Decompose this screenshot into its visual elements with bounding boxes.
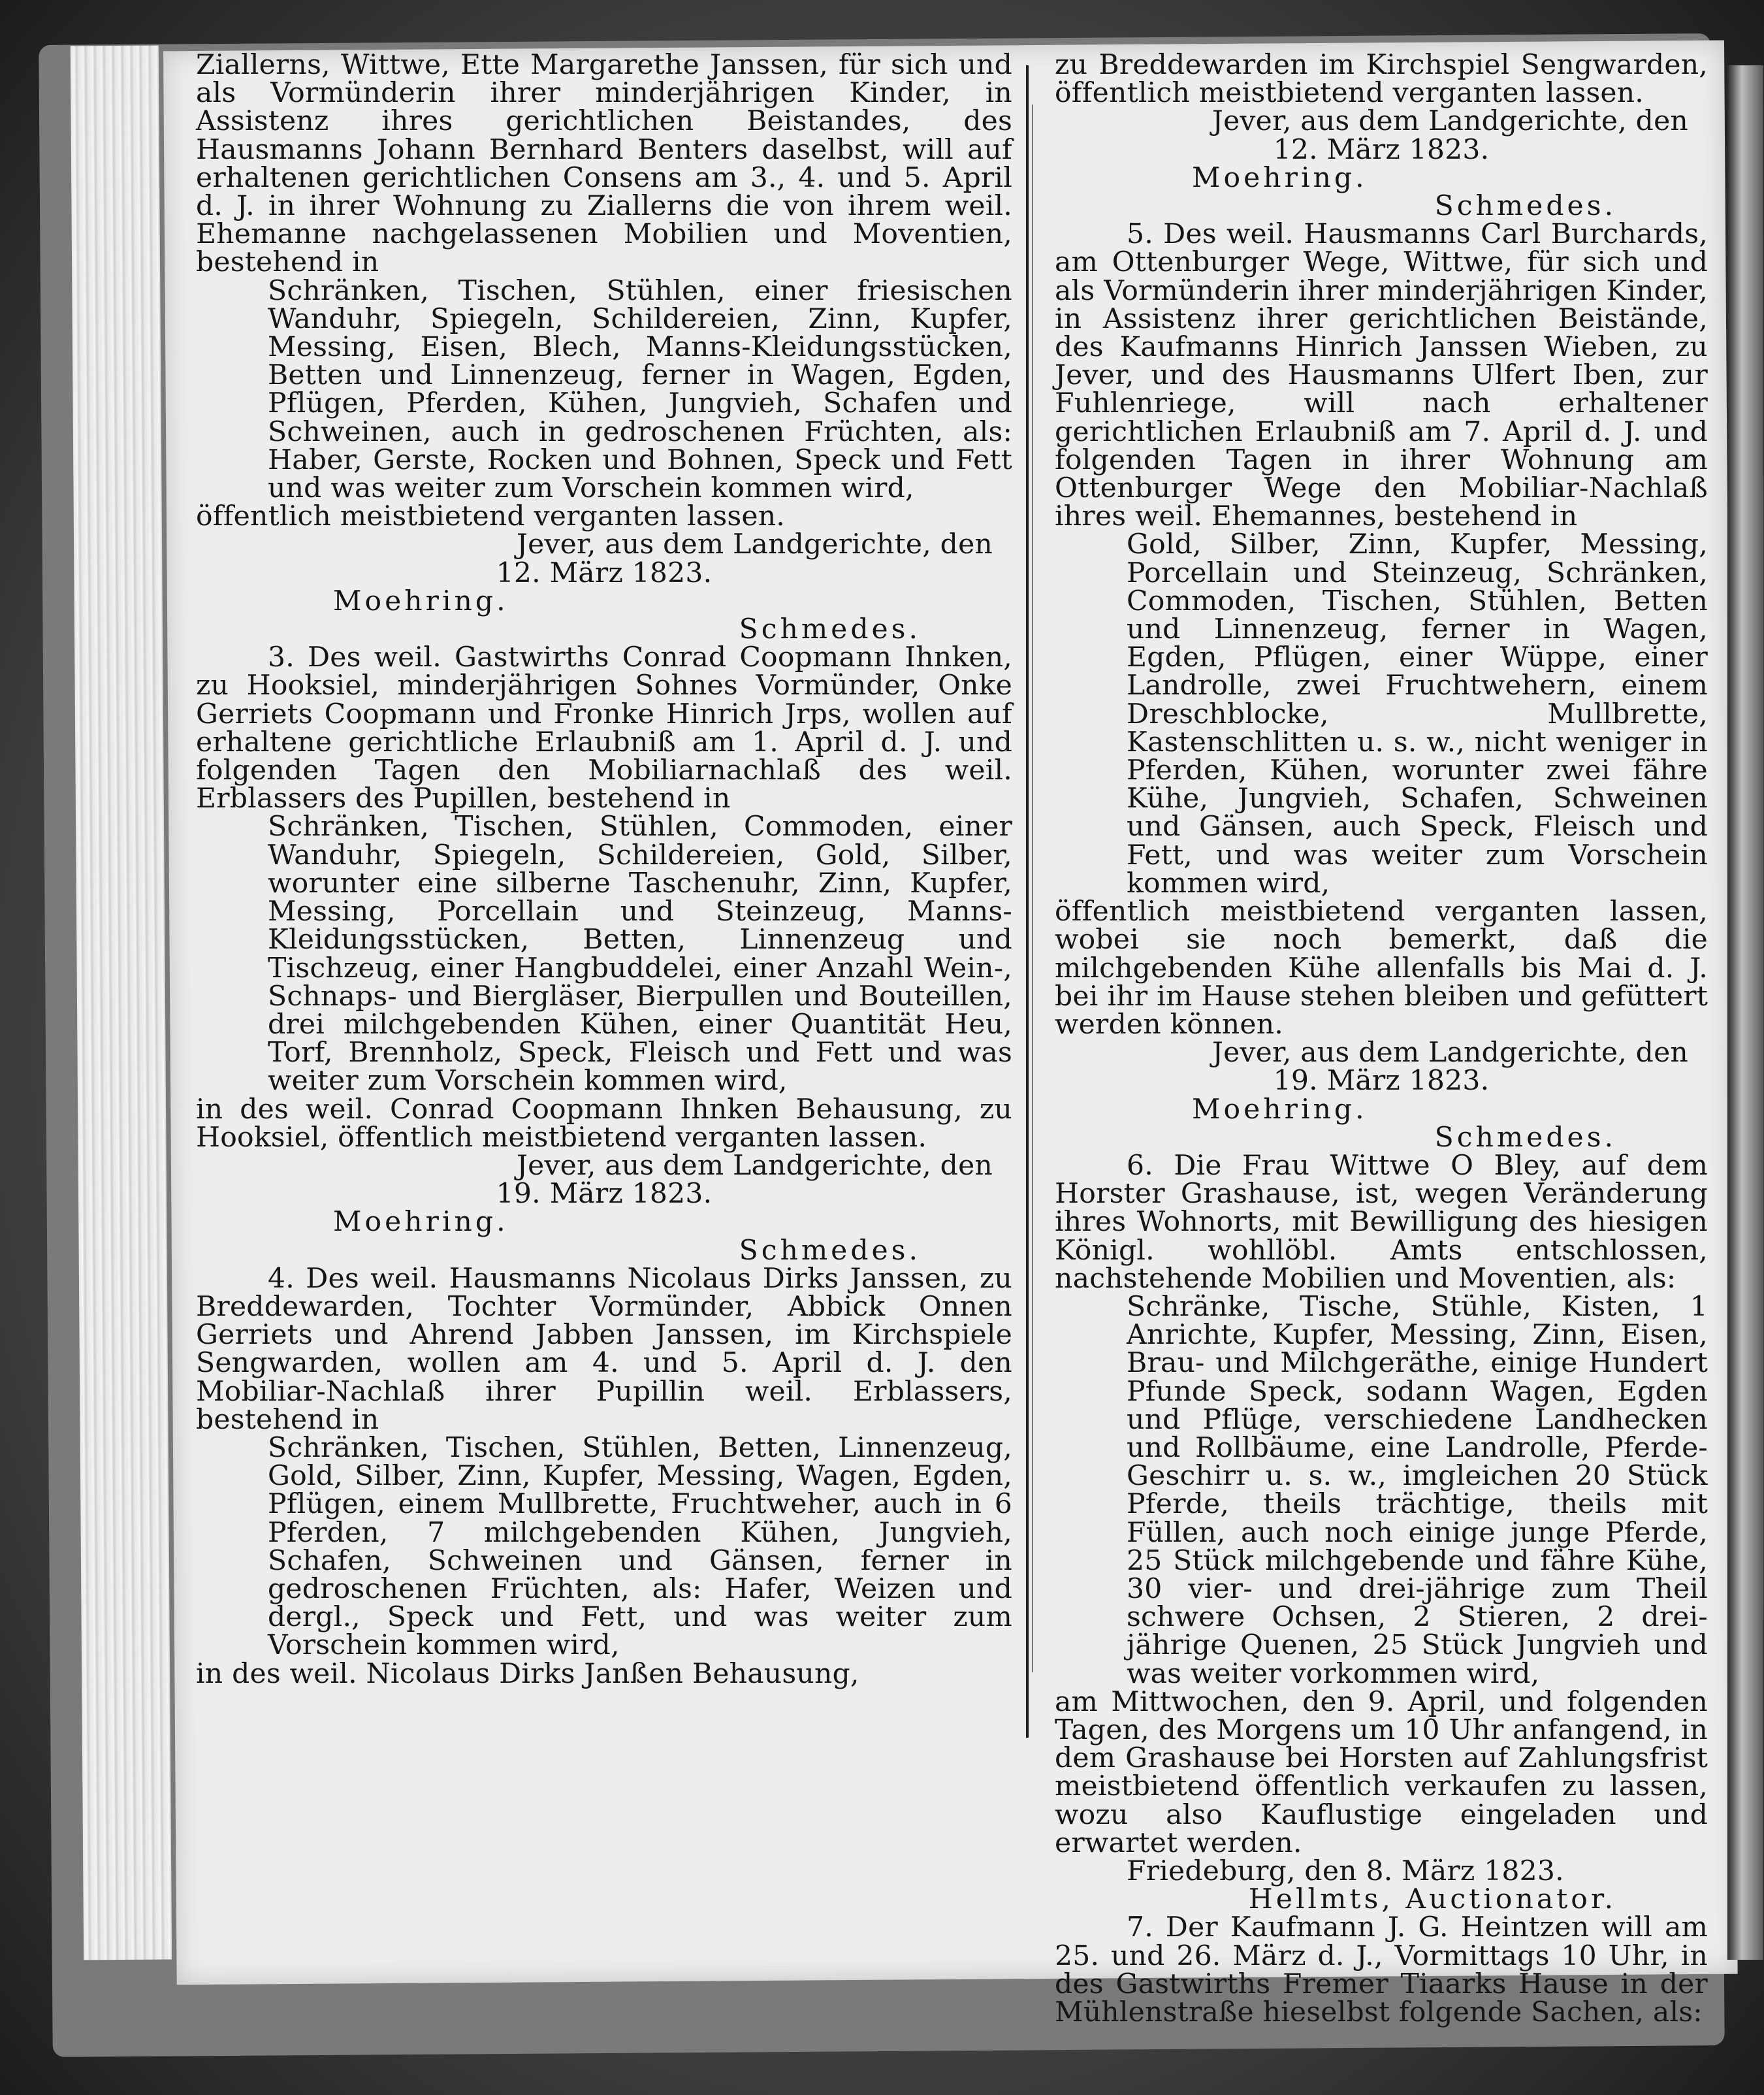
left-column <box>196 51 1012 1688</box>
right-column <box>1055 49 1708 2029</box>
right-column-paragraph: 12. März 1823. <box>1273 133 1490 166</box>
left-column-paragraph: Moehring. <box>333 1206 509 1239</box>
left-column-paragraph: Schmedes. <box>739 1234 921 1267</box>
left-column-paragraph: Schmedes. <box>739 613 921 646</box>
left-column-paragraph: Ziallerns, Wittwe, Ette Margarethe Janssen, für sich und als Vormünderin ihrer minderjährigen Kinder, in Assistenz ihres gerichtlichen Beistandes, des Hausmanns Johann Bernhard Benters daselbst, will auf erhaltenen gerichtlichen Consens am 3., 4. und 5. April d. J. in ihrer Wohnung zu Ziallerns die von ihrem weil. Ehemanne nachgelassenen Mobilien und Moventien, bestehend in <box>196 49 1012 279</box>
left-column-paragraph: 3. Des weil. Gastwirths Conrad Coopmann Ihnken, zu Hooksiel, minderjährigen Sohnes Vormünder, Onke Gerriets Coopmann und Fronke Hinrich Jrps, wollen auf erhaltene gerichtliche Erlaubniß am 1. April d. J. und folgenden Tagen den Mobiliarnachlaß des weil. Erblassers des Pupillen, bestehend in <box>196 641 1012 815</box>
right-page-edge <box>1727 65 1763 1960</box>
page-edges <box>71 46 172 1960</box>
left-column-paragraph: Schränken, Tischen, Stühlen, einer friesischen Wanduhr, Spiegeln, Schildereien, Zinn, Kupfer, Messing, Eisen, Blech, Manns-Kleidungsstücken, Betten und Linnenzeug, ferner in Wagen, Egden, Pflügen, Pferden, Kühen, Jungvieh, Schafen und Schweinen, auch in gedroschenen Früchten, als: Haber, Gerste, Rocken und Bohnen, Speck und Fett und was weiter zum Vorschein kommen wird, <box>268 274 1012 505</box>
left-column-paragraph: Jever, aus dem Landgerichte, den <box>516 528 993 561</box>
left-column-paragraph: 12. März 1823. <box>496 557 713 589</box>
right-column-paragraph: Friedeburg, den 8. März 1823. <box>1127 1855 1564 1887</box>
column-divider-shadow <box>1032 105 1033 1672</box>
right-column-paragraph: 19. März 1823. <box>1273 1065 1490 1097</box>
right-column-paragraph: öffentlich meistbietend verganten lassen, wobei sie noch bemerkt, daß die milchgebenden Kühe allenfalls bis Mai d. J. bei ihr im Hause stehen bleiben und gefüttert werden können. <box>1055 896 1708 1041</box>
left-column-paragraph: Moehring. <box>333 585 509 617</box>
right-column-paragraph: 6. Die Frau Wittwe O Bley, auf dem Horster Grashause, ist, wegen Veränderung ihres Wohnorts, mit Bewilligung des hiesigen Königl. wohllöbl. Amts entschlossen, nachstehende Mobilien und Moventien, als: <box>1055 1149 1708 1295</box>
right-column-paragraph: am Mittwochen, den 9. April, und folgenden Tagen, des Morgens um 10 Uhr anfangend, in dem Grashause bei Horsten auf Zahlungsfrist meistbietend öffentlich verkaufen zu lassen, wozu also Kauflustige eingeladen und erwartet werden. <box>1055 1685 1708 1859</box>
right-column-paragraph: Jever, aus dem Landgerichte, den <box>1211 105 1688 138</box>
left-column-paragraph: Schränken, Tischen, Stühlen, Commoden, einer Wanduhr, Spiegeln, Schildereien, Gold, Silber, worunter eine silberne Taschenuhr, Zinn, Kupfer, Messing, Porcellain und Steinzeug, Manns-Kleidungsstücken, Betten, Linnenzeug und Tischzeug, einer Hangbuddelei, einer Anzahl Wein-, Schnaps- und Biergläser, Bierpullen und Bouteillen, drei milchgebenden Kühen, einer Quantität Heu, Torf, Brennholz, Speck, Fleisch und Fett und was weiter zum Vorschein kommen wird, <box>268 811 1012 1097</box>
right-column-paragraph: zu Breddewarden im Kirchspiel Sengwarden, öffentlich meistbietend verganten lassen. <box>1055 49 1708 110</box>
right-column-paragraph: Gold, Silber, Zinn, Kupfer, Messing, Porcellain und Steinzeug, Schränken, Commoden, Tischen, Stühlen, Betten und Linnenzeug, ferner in Wagen, Egden, Pflügen, einer Wüppe, einer Landrolle, zwei Fruchtwehern, einem Dreschblocke, Mullbrette, Kastenschlitten u. s. w., nicht weniger in Pferden, Kühen, worunter zwei fähre Kühe, Jungvieh, Schafen, Schweinen und Gänsen, auch Speck, Fleisch und Fett, und was weiter zum Vorschein kommen wird, <box>1127 528 1708 900</box>
left-column-paragraph: in des weil. Conrad Coopmann Ihnken Behausung, zu Hooksiel, öffentlich meistbietend verganten lassen. <box>196 1093 1012 1154</box>
right-column-paragraph: Moehring. <box>1192 161 1368 194</box>
left-column-paragraph: in des weil. Nicolaus Dirks Janßen Behausung, <box>196 1657 859 1690</box>
left-column-paragraph: Schränken, Tischen, Stühlen, Betten, Linnenzeug, Gold, Silber, Zinn, Kupfer, Messing, Wagen, Egden, Pflügen, einem Mullbrette, Fruchtweher, auch in 6 Pferden, 7 milchgebenden Kühen, Jungvieh, Schafen, Schweinen und Gänsen, ferner in gedroschenen Früchten, als: Hafer, Weizen und dergl., Speck und Fett, und was weiter zum Vorschein kommen wird, <box>268 1431 1012 1662</box>
left-column-paragraph: 19. März 1823. <box>496 1178 713 1210</box>
left-column-paragraph: öffentlich meistbietend verganten lassen. <box>196 500 786 533</box>
right-column-paragraph: 5. Des weil. Hausmanns Carl Burchards, am Ottenburger Wege, Wittwe, für sich und als Vormünderin ihrer minderjährigen Kinder, in Assistenz ihrer gerichtlichen Beistände, des Kaufmanns Hinrich Janssen Wieben, zu Jever, und des Hausmanns Ulfert Iben, zur Fuhlenriege, will nach erhaltener gerichtlichen Erlaubniß am 7. April d. J. und folgenden Tagen in ihrer Wohnung am Ottenburger Wege den Mobiliar-Nachlaß ihres weil. Ehemannes, bestehend in <box>1055 218 1708 533</box>
right-column-paragraph: Schmedes. <box>1434 1121 1616 1154</box>
right-column-paragraph: Hellmts, Auctionator. <box>1248 1883 1616 1916</box>
left-column-paragraph: Jever, aus dem Landgerichte, den <box>516 1149 993 1182</box>
right-column-paragraph: 7. Der Kaufmann J. G. Heintzen will am 25. und 26. März d. J., Vormittags 10 Uhr, in des Gastwirths Fremer Tiaarks Hause in der Mühlenstraße hieselbst folgende Sachen, als: <box>1055 1911 1708 2029</box>
left-column-paragraph: 4. Des weil. Hausmanns Nicolaus Dirks Janssen, zu Breddewarden, Tochter Vormünder, Abbick Onnen Gerriets und Ahrend Jabben Janssen, im Kirchspiele Sengwarden, wollen am 4. und 5. April d. J. den Mobiliar-Nachlaß ihrer Pupillin weil. Erblassers, bestehend in <box>196 1262 1012 1436</box>
column-divider <box>1026 65 1029 1738</box>
right-column-paragraph: Moehring. <box>1192 1093 1368 1126</box>
right-column-paragraph: Jever, aus dem Landgerichte, den <box>1211 1037 1688 1069</box>
right-column-paragraph: Schränke, Tische, Stühle, Kisten, 1 Anrichte, Kupfer, Messing, Zinn, Eisen, Brau- und Milchgeräthe, einige Hundert Pfunde Speck, sodann Wagen, Egden und Pflüge, verschiedene Landhecken und Rollbäume, eine Landrolle, Pferde-Geschirr u. s. w., imgleichen 20 Stück Pferde, theils trächtige, theils mit Füllen, auch noch einige junge Pferde, 25 Stück milchgebende und fähre Kühe, 30 vier- und drei-jährige zum Theil schwere Ochsen, 2 Stieren, 2 drei-jährige Quenen, 25 Stück Jungvieh und was weiter vorkommen wird, <box>1127 1290 1708 1690</box>
right-column-paragraph: Schmedes. <box>1434 190 1616 223</box>
